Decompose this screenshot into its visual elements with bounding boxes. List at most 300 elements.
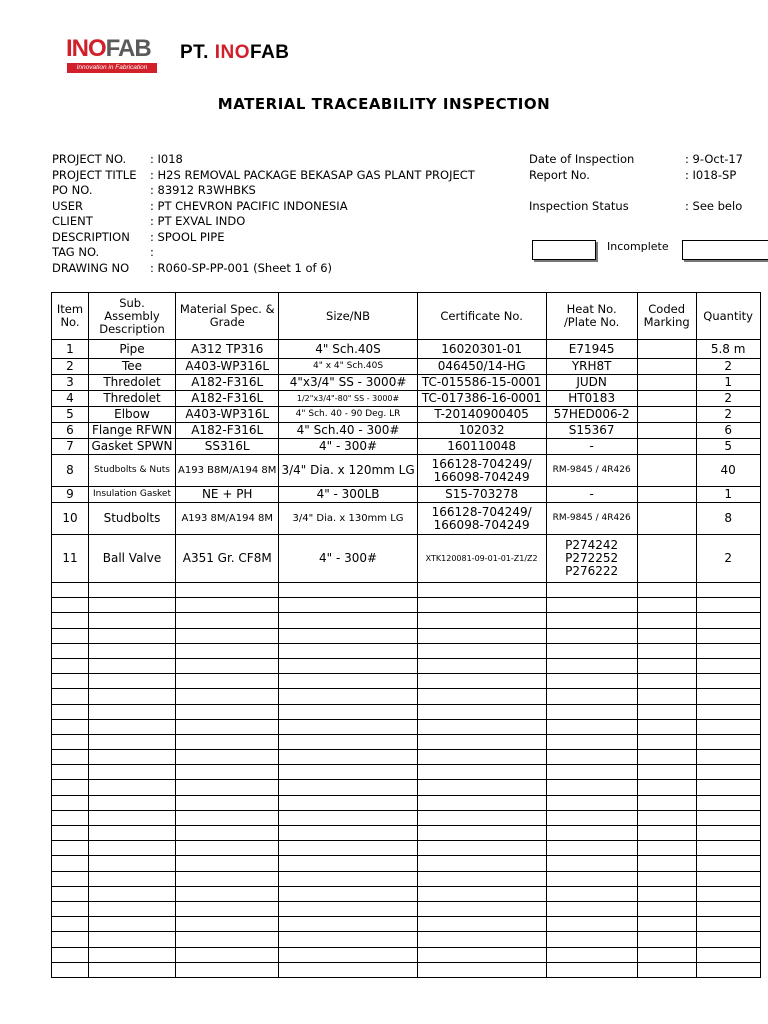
empty-cell: [637, 901, 696, 916]
empty-cell: [89, 826, 176, 841]
table-header-row: [52, 293, 761, 340]
logo-part-fab: FAB: [105, 35, 151, 62]
cell-quantity: 2: [696, 535, 760, 583]
empty-cell: [417, 826, 546, 841]
cell-heat-no: HT0183: [546, 391, 637, 407]
cell-item-no: 5: [52, 407, 89, 423]
empty-cell: [696, 658, 760, 673]
empty-cell: [546, 643, 637, 658]
cell-heat-no: E71945: [546, 340, 637, 359]
empty-cell: [52, 871, 89, 886]
cell-item-no: 4: [52, 391, 89, 407]
cell-item-no: 3: [52, 375, 89, 391]
empty-cell: [546, 932, 637, 947]
empty-row: [52, 689, 761, 704]
cell-material-spec: A182-F316L: [176, 423, 279, 439]
empty-cell: [417, 613, 546, 628]
empty-cell: [176, 598, 279, 613]
info-right-value-2: : I018-SP: [685, 167, 737, 182]
info-left-value-7: :: [150, 245, 154, 259]
empty-cell: [52, 780, 89, 795]
cell-coded-marking: [637, 455, 696, 487]
empty-cell: [89, 674, 176, 689]
empty-cell: [279, 841, 417, 856]
empty-cell: [52, 583, 89, 598]
empty-row: [52, 583, 761, 598]
logo-wordmark: [66, 36, 151, 62]
empty-cell: [637, 734, 696, 749]
empty-cell: [696, 886, 760, 901]
empty-cell: [637, 583, 696, 598]
empty-cell: [52, 886, 89, 901]
empty-cell: [176, 689, 279, 704]
cell-size-nb: 4" Sch.40 - 300#: [279, 423, 417, 439]
empty-cell: [417, 765, 546, 780]
info-left-label-8: DRAWING NO: [52, 260, 130, 275]
empty-cell: [546, 583, 637, 598]
empty-cell: [417, 917, 546, 932]
cell-material-spec: A351 Gr. CF8M: [176, 535, 279, 583]
cell-quantity: 2: [696, 407, 760, 423]
cell-material-spec: A403-WP316L: [176, 407, 279, 423]
info-right-value-4: : See belo: [685, 198, 743, 213]
empty-cell: [89, 932, 176, 947]
empty-cell: [417, 871, 546, 886]
empty-cell: [546, 841, 637, 856]
cell-heat-no: JUDN: [546, 375, 637, 391]
empty-cell: [696, 962, 760, 977]
empty-cell: [546, 719, 637, 734]
cell-sub-assembly: Studbolts: [89, 503, 176, 535]
empty-cell: [176, 765, 279, 780]
empty-cell: [546, 871, 637, 886]
empty-cell: [417, 734, 546, 749]
empty-row: [52, 901, 761, 916]
empty-cell: [52, 932, 89, 947]
empty-row: [52, 810, 761, 825]
table-row: [52, 455, 761, 487]
empty-cell: [417, 674, 546, 689]
empty-cell: [417, 643, 546, 658]
empty-cell: [176, 886, 279, 901]
empty-cell: [176, 841, 279, 856]
empty-row: [52, 962, 761, 977]
cell-item-no: 11: [52, 535, 89, 583]
cell-sub-assembly: Ball Valve: [89, 535, 176, 583]
empty-row: [52, 947, 761, 962]
empty-cell: [637, 613, 696, 628]
empty-cell: [176, 962, 279, 977]
info-right-values: [685, 152, 743, 214]
empty-cell: [696, 795, 760, 810]
cell-item-no: 2: [52, 359, 89, 375]
cell-certificate-no: 102032: [417, 423, 546, 439]
empty-cell: [696, 901, 760, 916]
cell-material-spec: A182-F316L: [176, 391, 279, 407]
empty-cell: [637, 765, 696, 780]
cell-heat-no: -: [546, 487, 637, 503]
empty-cell: [176, 658, 279, 673]
cell-sub-assembly: Gasket SPWN: [89, 439, 176, 455]
empty-cell: [637, 689, 696, 704]
empty-cell: [176, 871, 279, 886]
empty-cell: [176, 704, 279, 719]
empty-cell: [637, 704, 696, 719]
empty-cell: [417, 962, 546, 977]
empty-cell: [546, 734, 637, 749]
info-left-label-5: CLIENT: [52, 214, 93, 228]
empty-cell: [696, 871, 760, 886]
empty-cell: [52, 643, 89, 658]
status-complete-checkbox[interactable]: [682, 240, 768, 260]
empty-cell: [176, 856, 279, 871]
empty-cell: [52, 734, 89, 749]
cell-size-nb: 4" - 300LB: [279, 487, 417, 503]
cell-sub-assembly: Tee: [89, 359, 176, 375]
empty-cell: [696, 826, 760, 841]
empty-row: [52, 856, 761, 871]
cell-material-spec: A182-F316L: [176, 375, 279, 391]
empty-cell: [176, 734, 279, 749]
cell-coded-marking: [637, 391, 696, 407]
empty-cell: [696, 947, 760, 962]
cell-quantity: 2: [696, 391, 760, 407]
empty-cell: [696, 719, 760, 734]
empty-cell: [417, 598, 546, 613]
empty-cell: [89, 856, 176, 871]
empty-row: [52, 826, 761, 841]
empty-cell: [89, 962, 176, 977]
empty-cell: [89, 901, 176, 916]
header-coded-marking: Coded Marking: [637, 293, 696, 340]
empty-cell: [176, 947, 279, 962]
empty-row: [52, 734, 761, 749]
empty-cell: [52, 674, 89, 689]
empty-cell: [637, 856, 696, 871]
empty-cell: [176, 628, 279, 643]
empty-cell: [696, 704, 760, 719]
empty-cell: [279, 962, 417, 977]
empty-cell: [279, 765, 417, 780]
empty-cell: [279, 689, 417, 704]
document-title: MATERIAL TRACEABILITY INSPECTION: [217, 95, 551, 113]
empty-row: [52, 917, 761, 932]
info-left-value-3: : 83912 R3WHBKS: [150, 183, 256, 197]
empty-cell: [89, 841, 176, 856]
empty-cell: [417, 750, 546, 765]
empty-cell: [546, 886, 637, 901]
empty-cell: [52, 917, 89, 932]
empty-row: [52, 598, 761, 613]
empty-cell: [52, 628, 89, 643]
empty-row: [52, 613, 761, 628]
empty-cell: [89, 628, 176, 643]
empty-cell: [546, 780, 637, 795]
info-right-value-3: [685, 183, 743, 199]
cell-quantity: 2: [696, 359, 760, 375]
empty-cell: [89, 658, 176, 673]
header-size-nb: Size/NB: [279, 293, 417, 340]
empty-cell: [279, 613, 417, 628]
cell-size-nb: 4" - 300#: [279, 439, 417, 455]
cell-sub-assembly: Thredolet: [89, 375, 176, 391]
empty-cell: [279, 704, 417, 719]
empty-cell: [546, 658, 637, 673]
cell-material-spec: A312 TP316: [176, 340, 279, 359]
empty-cell: [546, 810, 637, 825]
empty-cell: [696, 734, 760, 749]
cell-sub-assembly: Elbow: [89, 407, 176, 423]
cell-heat-no: YRH8T: [546, 359, 637, 375]
empty-cell: [89, 917, 176, 932]
empty-cell: [637, 841, 696, 856]
empty-cell: [52, 613, 89, 628]
empty-cell: [52, 841, 89, 856]
cell-certificate-no: XTK120081-09-01-01-Z1/Z2: [417, 535, 546, 583]
table-row: [52, 535, 761, 583]
cell-size-nb: 4" - 300#: [279, 535, 417, 583]
empty-cell: [89, 734, 176, 749]
empty-cell: [637, 917, 696, 932]
empty-cell: [52, 689, 89, 704]
empty-row: [52, 643, 761, 658]
empty-row: [52, 871, 761, 886]
cell-heat-no: RM-9845 / 4R426: [546, 455, 637, 487]
traceability-table: [51, 292, 761, 978]
empty-cell: [176, 780, 279, 795]
empty-cell: [89, 886, 176, 901]
cell-item-no: 9: [52, 487, 89, 503]
empty-cell: [546, 689, 637, 704]
empty-cell: [52, 704, 89, 719]
cell-item-no: 7: [52, 439, 89, 455]
cell-quantity: 5.8 m: [696, 340, 760, 359]
empty-cell: [279, 628, 417, 643]
empty-cell: [637, 932, 696, 947]
empty-cell: [89, 704, 176, 719]
empty-cell: [637, 719, 696, 734]
empty-cell: [637, 795, 696, 810]
empty-row: [52, 886, 761, 901]
header-certificate-no: Certificate No.: [417, 293, 546, 340]
empty-row: [52, 765, 761, 780]
cell-size-nb: 4" Sch. 40 - 90 Deg. LR: [279, 407, 417, 423]
empty-cell: [546, 613, 637, 628]
empty-cell: [279, 583, 417, 598]
empty-cell: [279, 719, 417, 734]
empty-row: [52, 841, 761, 856]
empty-cell: [546, 795, 637, 810]
cell-sub-assembly: Insulation Gasket: [89, 487, 176, 503]
empty-cell: [279, 750, 417, 765]
status-incomplete-label: Incomplete: [607, 240, 669, 253]
empty-cell: [417, 795, 546, 810]
empty-cell: [637, 810, 696, 825]
cell-item-no: 6: [52, 423, 89, 439]
cell-certificate-no: TC-015586-15-0001: [417, 375, 546, 391]
cell-coded-marking: [637, 340, 696, 359]
empty-cell: [417, 932, 546, 947]
empty-row: [52, 704, 761, 719]
empty-cell: [546, 826, 637, 841]
empty-cell: [637, 871, 696, 886]
cell-size-nb: 3/4" Dia. x 120mm LG: [279, 455, 417, 487]
empty-cell: [696, 750, 760, 765]
info-left-label-3: PO NO.: [52, 183, 93, 197]
cell-sub-assembly: Flange RFWN: [89, 423, 176, 439]
empty-cell: [417, 780, 546, 795]
empty-cell: [52, 962, 89, 977]
table-row: [52, 359, 761, 375]
empty-cell: [176, 810, 279, 825]
empty-cell: [417, 841, 546, 856]
cell-coded-marking: [637, 535, 696, 583]
empty-cell: [176, 750, 279, 765]
empty-cell: [176, 643, 279, 658]
empty-cell: [89, 795, 176, 810]
empty-row: [52, 674, 761, 689]
empty-cell: [279, 658, 417, 673]
empty-cell: [89, 643, 176, 658]
cell-certificate-no: TC-017386-16-0001: [417, 391, 546, 407]
empty-cell: [176, 901, 279, 916]
cell-quantity: 1: [696, 375, 760, 391]
empty-row: [52, 750, 761, 765]
cell-item-no: 1: [52, 340, 89, 359]
table-row: [52, 407, 761, 423]
cell-material-spec: A193 8M/A194 8M: [176, 503, 279, 535]
cell-quantity: 6: [696, 423, 760, 439]
empty-cell: [417, 704, 546, 719]
empty-cell: [52, 795, 89, 810]
info-left-label-4: USER: [52, 198, 83, 213]
empty-cell: [52, 810, 89, 825]
cell-item-no: 8: [52, 455, 89, 487]
empty-row: [52, 719, 761, 734]
cell-sub-assembly: Thredolet: [89, 391, 176, 407]
empty-cell: [89, 750, 176, 765]
empty-cell: [696, 856, 760, 871]
empty-cell: [52, 856, 89, 871]
cell-quantity: 40: [696, 455, 760, 487]
info-right-label-4: Inspection Status: [529, 198, 629, 213]
empty-cell: [696, 598, 760, 613]
empty-row: [52, 628, 761, 643]
empty-cell: [89, 810, 176, 825]
empty-row: [52, 795, 761, 810]
empty-cell: [696, 643, 760, 658]
empty-cell: [176, 674, 279, 689]
empty-cell: [52, 947, 89, 962]
cell-size-nb: 1/2"x3/4"-80" SS - 3000#: [279, 391, 417, 407]
cell-heat-no: 57HED006-2: [546, 407, 637, 423]
header-sub-assembly: Sub. Assembly Description: [89, 293, 176, 340]
table-row: [52, 391, 761, 407]
cell-size-nb: 3/4" Dia. x 130mm LG: [279, 503, 417, 535]
info-left-value-6: : SPOOL PIPE: [150, 229, 225, 244]
cell-certificate-no: 046450/14-HG: [417, 359, 546, 375]
cell-certificate-no: S15-703278: [417, 487, 546, 503]
info-right-label-3: [529, 183, 634, 199]
cell-certificate-no: 16020301-01: [417, 340, 546, 359]
empty-row: [52, 780, 761, 795]
empty-cell: [52, 826, 89, 841]
info-left-label-2: PROJECT TITLE: [52, 167, 137, 182]
empty-cell: [696, 841, 760, 856]
empty-cell: [417, 810, 546, 825]
cell-coded-marking: [637, 487, 696, 503]
empty-cell: [52, 658, 89, 673]
cell-material-spec: A193 B8M/A194 8M: [176, 455, 279, 487]
table-row: [52, 423, 761, 439]
info-left-value-4: : PT CHEVRON PACIFIC INDONESIA: [150, 198, 348, 213]
empty-cell: [546, 598, 637, 613]
logo-tagline: Innovation in Fabrication: [67, 63, 157, 73]
empty-cell: [279, 856, 417, 871]
empty-cell: [637, 750, 696, 765]
company-logo: [66, 36, 158, 74]
cell-certificate-no: 160110048: [417, 439, 546, 455]
empty-cell: [417, 689, 546, 704]
cell-coded-marking: [637, 503, 696, 535]
empty-cell: [89, 598, 176, 613]
cell-sub-assembly: Pipe: [89, 340, 176, 359]
empty-cell: [279, 780, 417, 795]
empty-cell: [52, 750, 89, 765]
cell-material-spec: NE + PH: [176, 487, 279, 503]
empty-cell: [637, 643, 696, 658]
empty-cell: [696, 810, 760, 825]
company-prefix: PT.: [180, 42, 215, 63]
empty-cell: [89, 947, 176, 962]
empty-cell: [89, 613, 176, 628]
empty-cell: [417, 719, 546, 734]
table-row: [52, 439, 761, 455]
empty-cell: [279, 810, 417, 825]
cell-certificate-no: T-20140900405: [417, 407, 546, 423]
empty-cell: [279, 598, 417, 613]
empty-cell: [89, 765, 176, 780]
empty-cell: [52, 598, 89, 613]
logo-part-ino: INO: [66, 35, 106, 62]
company-suffix: FAB: [250, 42, 290, 63]
cell-material-spec: SS316L: [176, 439, 279, 455]
empty-cell: [696, 674, 760, 689]
empty-cell: [417, 583, 546, 598]
cell-item-no: 10: [52, 503, 89, 535]
empty-cell: [279, 643, 417, 658]
empty-cell: [52, 765, 89, 780]
status-incomplete-checkbox[interactable]: [532, 240, 596, 260]
empty-cell: [546, 962, 637, 977]
cell-quantity: 8: [696, 503, 760, 535]
cell-certificate-no: 166128-704249/ 166098-704249: [417, 455, 546, 487]
empty-cell: [279, 871, 417, 886]
empty-cell: [546, 628, 637, 643]
empty-cell: [279, 674, 417, 689]
empty-cell: [417, 901, 546, 916]
empty-cell: [546, 901, 637, 916]
empty-cell: [176, 795, 279, 810]
cell-coded-marking: [637, 439, 696, 455]
empty-row: [52, 932, 761, 947]
empty-cell: [637, 962, 696, 977]
empty-cell: [546, 674, 637, 689]
empty-cell: [52, 719, 89, 734]
empty-cell: [279, 901, 417, 916]
empty-cell: [279, 917, 417, 932]
cell-material-spec: A403-WP316L: [176, 359, 279, 375]
